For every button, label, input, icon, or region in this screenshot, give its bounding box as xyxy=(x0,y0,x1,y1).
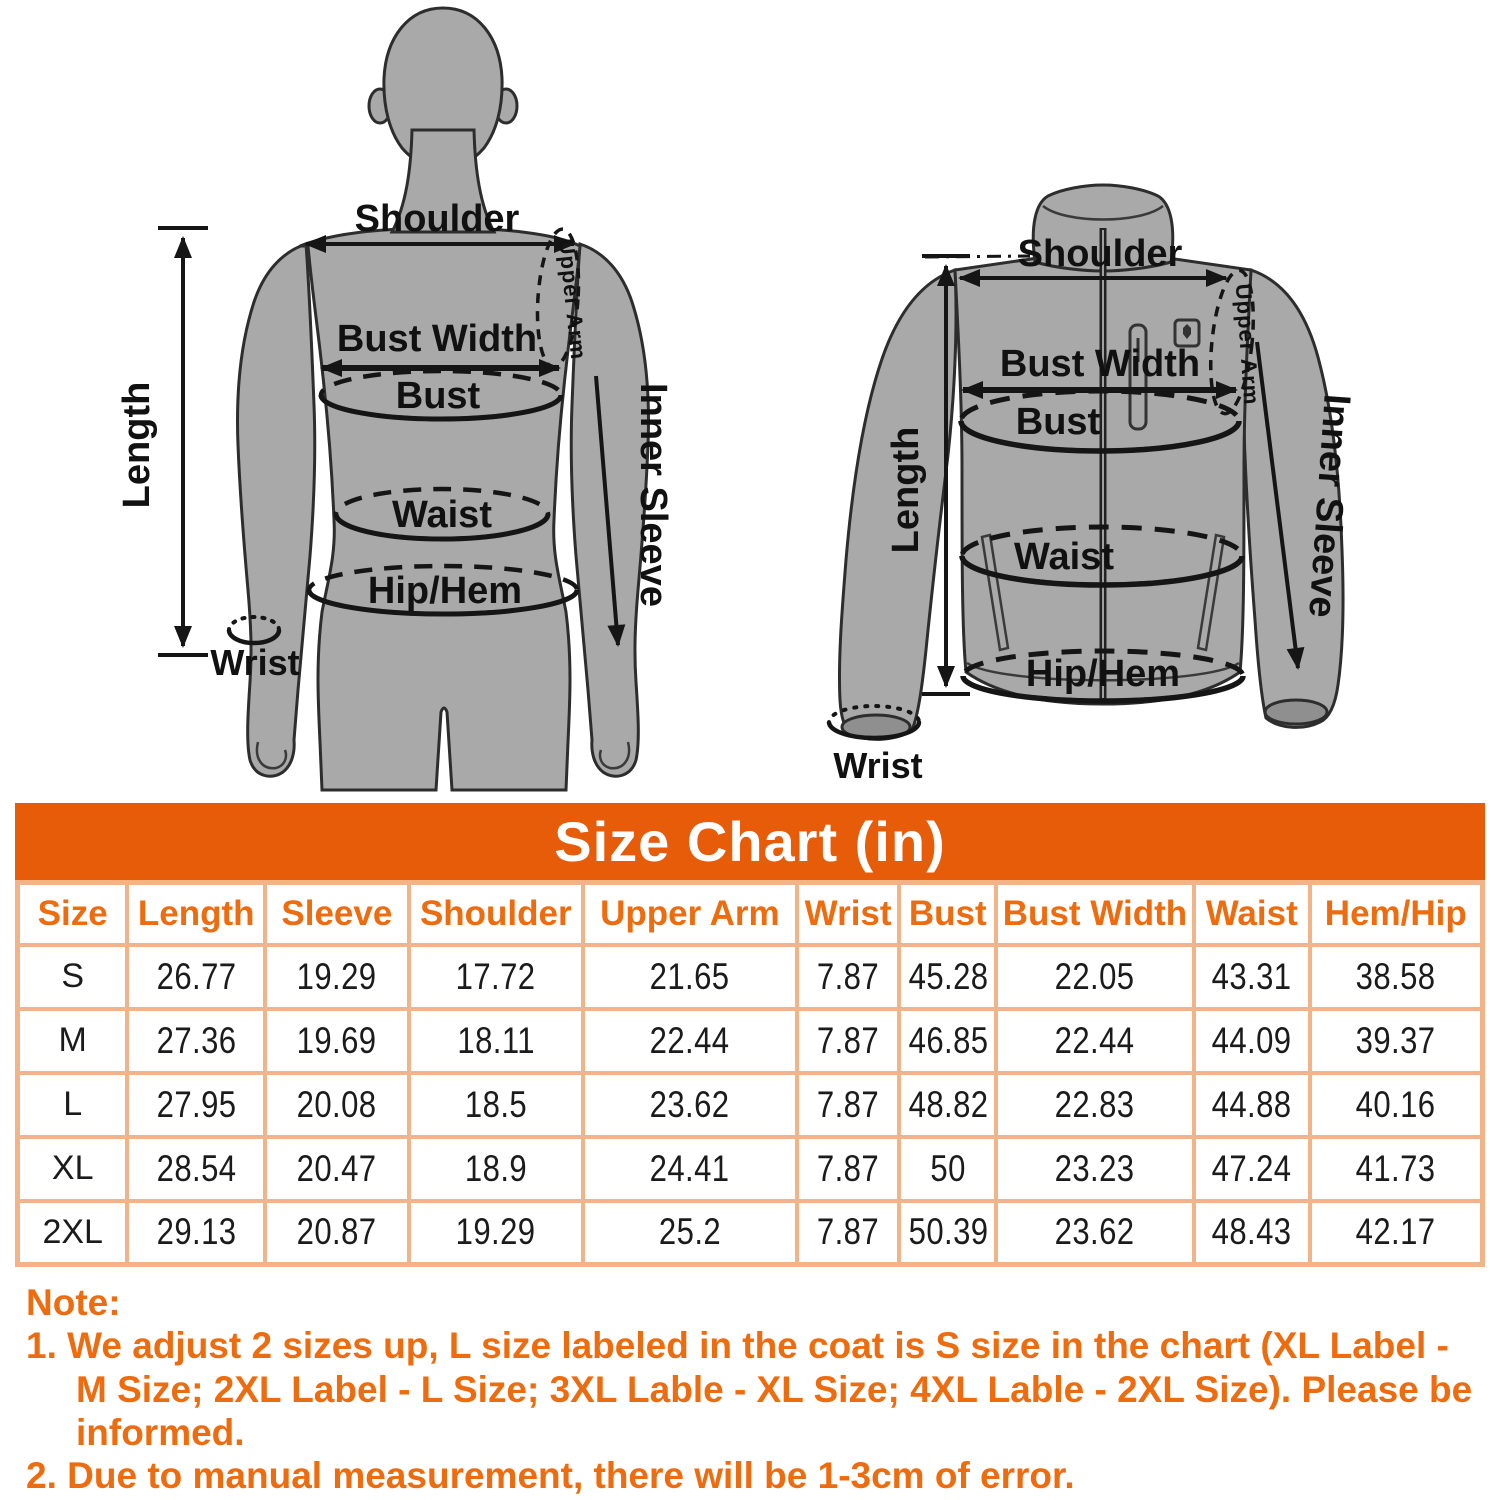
jacket-length-label: Length xyxy=(885,426,927,554)
size-label-cell: XL xyxy=(18,1137,128,1201)
table-cell: 47.24 xyxy=(1194,1137,1310,1201)
table-cell: 46.85 xyxy=(899,1009,996,1073)
table-cell: 7.87 xyxy=(797,1137,900,1201)
size-label-cell: S xyxy=(18,945,128,1009)
table-cell: 44.09 xyxy=(1194,1009,1310,1073)
jacket-hip-hem-label: Hip/Hem xyxy=(1025,653,1181,695)
table-cell: 41.73 xyxy=(1310,1137,1483,1201)
size-chart-title-bar xyxy=(15,803,1485,880)
jacket-upper-arm-label: Upper Arm xyxy=(1230,282,1265,407)
size-label-cell: L xyxy=(18,1073,128,1137)
table-cell: 50 xyxy=(899,1137,996,1201)
body-figure xyxy=(116,8,674,790)
col-header-wrist: Wrist xyxy=(797,883,900,945)
table-cell: 29.13 xyxy=(127,1201,265,1265)
table-cell: 44.88 xyxy=(1194,1073,1310,1137)
table-cell: 22.83 xyxy=(996,1073,1194,1137)
table-cell: 27.95 xyxy=(127,1073,265,1137)
table-row-s xyxy=(18,945,1483,1009)
col-header-size: Size xyxy=(18,883,128,945)
table-row-2xl xyxy=(18,1201,1483,1265)
body-inner-sleeve-label: Inner Sleeve xyxy=(632,383,674,607)
body-bust-width-label: Bust Width xyxy=(336,318,538,360)
body-hip-hem-label: Hip/Hem xyxy=(367,570,523,612)
table-cell: 19.29 xyxy=(265,945,409,1009)
table-cell: 22.05 xyxy=(996,945,1194,1009)
table-cell: 18.9 xyxy=(409,1137,583,1201)
table-row-m xyxy=(18,1009,1483,1073)
jacket-bust-label: Bust xyxy=(1015,401,1101,443)
table-cell: 39.37 xyxy=(1310,1009,1483,1073)
body-upper-arm-label: Upper Arm xyxy=(553,237,592,362)
table-cell: 19.29 xyxy=(409,1201,583,1265)
jacket-figure xyxy=(829,185,1358,786)
table-cell: 50.39 xyxy=(899,1201,996,1265)
table-cell: 26.77 xyxy=(127,945,265,1009)
table-cell: 7.87 xyxy=(797,1073,900,1137)
col-header-length: Length xyxy=(127,883,265,945)
body-wrist-label: Wrist xyxy=(210,642,300,683)
table-cell: 18.5 xyxy=(409,1073,583,1137)
jacket-inner-sleeve-label: Inner Sleeve xyxy=(1300,392,1358,619)
table-cell: 38.58 xyxy=(1310,945,1483,1009)
jacket-waist-label: Waist xyxy=(1014,536,1114,578)
table-cell: 18.11 xyxy=(409,1009,583,1073)
body-waist-label: Waist xyxy=(392,494,492,536)
table-cell: 42.17 xyxy=(1310,1201,1483,1265)
table-cell: 20.87 xyxy=(265,1201,409,1265)
table-cell: 23.23 xyxy=(996,1137,1194,1201)
size-label-cell: 2XL xyxy=(18,1201,128,1265)
jacket-wrist-label: Wrist xyxy=(833,745,923,786)
body-length-annotation xyxy=(116,228,208,655)
jacket-bust-width-annotation xyxy=(963,343,1236,390)
table-cell: 25.2 xyxy=(583,1201,797,1265)
col-header-sleeve: Sleeve xyxy=(265,883,409,945)
table-cell: 48.43 xyxy=(1194,1201,1310,1265)
jacket-right-cuff xyxy=(1265,700,1327,724)
note-item-2: 2. Due to manual measurement, there will be 1-3cm of error. xyxy=(26,1455,1075,1497)
table-row-xl xyxy=(18,1137,1483,1201)
table-cell: 7.87 xyxy=(797,945,900,1009)
body-length-label: Length xyxy=(116,381,158,509)
col-header-waist: Waist xyxy=(1194,883,1310,945)
body-shoulder-label: Shoulder xyxy=(354,198,520,240)
table-cell: 7.87 xyxy=(797,1201,900,1265)
table-cell: 22.44 xyxy=(996,1009,1194,1073)
table-cell: 40.16 xyxy=(1310,1073,1483,1137)
table-cell: 23.62 xyxy=(996,1201,1194,1265)
table-cell: 23.62 xyxy=(583,1073,797,1137)
table-cell: 48.82 xyxy=(899,1073,996,1137)
table-cell: 7.87 xyxy=(797,1009,900,1073)
size-chart-table xyxy=(15,880,1485,1267)
table-cell: 17.72 xyxy=(409,945,583,1009)
note-section xyxy=(26,1281,1474,1497)
table-row-l xyxy=(18,1073,1483,1137)
table-cell: 24.41 xyxy=(583,1137,797,1201)
table-cell: 21.65 xyxy=(583,945,797,1009)
table-cell: 43.31 xyxy=(1194,945,1310,1009)
jacket-bust-width-label: Bust Width xyxy=(999,343,1201,385)
table-cell: 19.69 xyxy=(265,1009,409,1073)
table-cell: 20.47 xyxy=(265,1137,409,1201)
col-header-hem-hip: Hem/Hip xyxy=(1310,883,1483,945)
table-cell: 28.54 xyxy=(127,1137,265,1201)
body-bust-label: Bust xyxy=(395,375,481,417)
col-header-bust-width: Bust Width xyxy=(996,883,1194,945)
table-cell: 22.44 xyxy=(583,1009,797,1073)
header-row xyxy=(18,883,1483,945)
col-header-upper-arm: Upper Arm xyxy=(583,883,797,945)
jacket-shoulder-label: Shoulder xyxy=(1017,233,1183,275)
table-cell: 27.36 xyxy=(127,1009,265,1073)
col-header-bust: Bust xyxy=(899,883,996,945)
size-label-cell: M xyxy=(18,1009,128,1073)
note-item-1: 1. We adjust 2 sizes up, L size labeled in the coat is S size in the chart (XL Label - M Size; 2XL Label - L Size; 3XL Lable - XL Size; 4XL Lable - 2XL Size). Please be informed. xyxy=(26,1325,1473,1453)
table-cell: 20.08 xyxy=(265,1073,409,1137)
col-header-shoulder: Shoulder xyxy=(409,883,583,945)
note-heading: Note: xyxy=(26,1282,121,1323)
body-left-arm-shape xyxy=(238,244,315,776)
size-chart-title: Size Chart (in) xyxy=(554,810,946,873)
table-cell: 45.28 xyxy=(899,945,996,1009)
